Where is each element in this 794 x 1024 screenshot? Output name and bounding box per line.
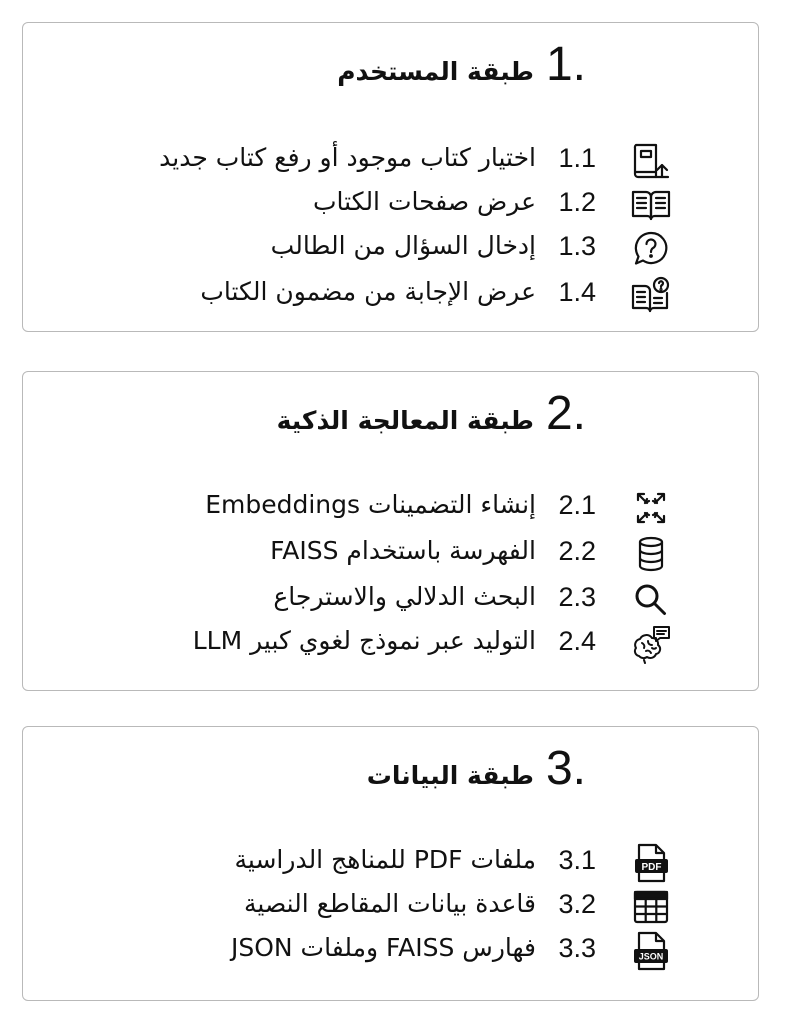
list-item	[21, 271, 758, 319]
layer-title	[337, 37, 586, 92]
item-label: الفهرسة باستخدام FAISS	[270, 536, 536, 565]
layer-panel-data	[22, 726, 759, 1001]
item-number: 3.2	[558, 889, 596, 919]
search-icon	[627, 580, 675, 620]
item-number: 2.3	[558, 582, 596, 612]
item-label: إنشاء التضمينات Embeddings	[205, 490, 536, 519]
book-question-icon	[627, 275, 675, 315]
layer-title-text: طبقة البيانات	[366, 761, 534, 790]
list-item	[21, 225, 758, 273]
item-number: 3.1	[558, 845, 596, 875]
json-label: JSON	[638, 951, 664, 962]
pdf-file-icon	[627, 843, 675, 883]
item-label: عرض الإجابة من مضمون الكتاب	[200, 277, 536, 306]
layer-number: 1.	[545, 38, 586, 91]
database-icon	[627, 534, 675, 574]
expand-arrows-icon	[627, 488, 675, 528]
layer-panel-processing	[22, 371, 759, 691]
item-label: البحث الدلالي والاسترجاع	[273, 582, 536, 611]
item-label: عرض صفحات الكتاب	[312, 187, 536, 216]
layer-title-text: طبقة المعالجة الذكية	[276, 406, 534, 435]
item-number: 1.3	[558, 231, 596, 261]
open-book-icon	[627, 185, 675, 225]
item-number: 2.4	[558, 626, 596, 656]
table-icon	[627, 887, 675, 927]
list-item	[21, 620, 758, 668]
brain-chat-icon	[627, 624, 675, 664]
pdf-label: PDF	[641, 862, 662, 873]
layer-number: 3.	[545, 742, 586, 795]
layer-number: 2.	[545, 387, 586, 440]
layer-title-text: طبقة المستخدم	[337, 57, 534, 86]
list-item	[21, 530, 758, 578]
item-label: اختيار كتاب موجود أو رفع كتاب جديد	[159, 143, 536, 172]
item-number: 1.4	[558, 277, 596, 307]
item-label: ملفات PDF للمناهج الدراسية	[234, 845, 536, 874]
question-bubble-icon	[627, 229, 675, 269]
list-item	[21, 484, 758, 532]
list-item	[21, 181, 758, 229]
list-item	[21, 839, 758, 887]
item-number: 1.2	[558, 187, 596, 217]
list-item	[21, 883, 758, 931]
item-number: 2.1	[558, 490, 596, 520]
item-label: التوليد عبر نموذج لغوي كبير LLM	[192, 626, 536, 655]
item-number: 3.3	[558, 933, 596, 963]
item-number: 1.1	[558, 143, 596, 173]
item-number: 2.2	[558, 536, 596, 566]
layer-title	[277, 386, 586, 441]
list-item	[21, 927, 758, 975]
item-label: إدخال السؤال من الطالب	[270, 231, 536, 260]
book-upload-icon	[627, 141, 675, 181]
list-item	[21, 137, 758, 185]
item-label: قاعدة بيانات المقاطع النصية	[244, 889, 536, 918]
layer-title	[367, 741, 586, 796]
json-file-icon	[627, 931, 675, 971]
item-label: فهارس FAISS وملفات JSON	[230, 933, 536, 962]
layer-panel-user	[22, 22, 759, 332]
list-item	[21, 576, 758, 624]
